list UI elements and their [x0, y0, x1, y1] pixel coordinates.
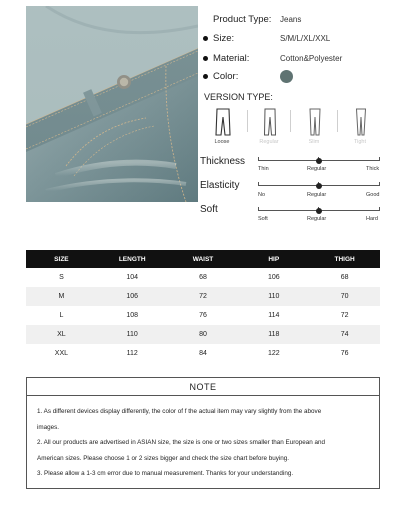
note-line: American sizes. Please choose 1 or 2 sizes bigger and check the size chart before buying. — [37, 454, 290, 462]
note-line: 3. Please allow a 1-3 cm error due to manual measurement. Thanks for your understanding. — [37, 470, 294, 477]
table-cell: 72 — [168, 287, 239, 306]
table-row — [26, 325, 380, 344]
version-regular — [251, 108, 291, 148]
spec-key: Color: — [213, 71, 239, 82]
table-cell: 68 — [199, 274, 207, 281]
scale-thickness-marker — [316, 158, 322, 164]
version-label: Loose — [214, 139, 230, 145]
table-cell: 72 — [340, 312, 349, 319]
scale-thickness-line — [258, 160, 380, 161]
size-table — [26, 250, 380, 363]
scale-label: Regular — [307, 166, 327, 172]
column-header: WAIST — [168, 250, 239, 268]
note-line: 1. As different devices display differently, the color of f the actual item may vary slightly from the above — [37, 408, 322, 415]
scale-label: Thick — [366, 166, 380, 172]
scale-label: Good — [366, 192, 380, 198]
bullet-icon — [203, 74, 208, 79]
table-row — [26, 344, 380, 363]
table-cell: S — [59, 274, 64, 281]
version-slim — [296, 108, 336, 148]
table-cell: 110 — [238, 287, 309, 306]
divider — [337, 110, 338, 132]
scale-soft-line — [258, 210, 380, 211]
scale-label: Regular — [307, 192, 327, 198]
table-cell: 70 — [309, 287, 380, 306]
column-header: HIP — [238, 250, 309, 268]
table-cell: 106 — [267, 274, 280, 281]
version-title: VERSION TYPE: — [204, 92, 273, 102]
table-row — [26, 287, 380, 306]
column-header: SIZE — [26, 250, 97, 268]
scale-elasticity-marker — [316, 183, 322, 189]
scale-label: No — [258, 192, 266, 198]
version-label: Slim — [308, 139, 320, 145]
scale-label: Regular — [307, 216, 327, 222]
table-row — [26, 268, 380, 287]
table-cell: 108 — [126, 312, 139, 319]
spec-value: S/M/L/XL/XXL — [280, 34, 331, 43]
table-cell: XXL — [54, 350, 69, 357]
spec-key: Size: — [213, 33, 235, 44]
version-loose — [204, 108, 244, 148]
spec-key: Material: — [213, 53, 250, 64]
note-box — [26, 377, 380, 489]
scale-soft-name: Soft — [200, 204, 218, 215]
version-tight — [342, 108, 382, 148]
table-cell: M — [26, 287, 97, 306]
table-cell: 106 — [97, 287, 168, 306]
bullet-icon — [203, 56, 208, 61]
table-cell: 76 — [199, 312, 207, 319]
divider — [247, 110, 248, 132]
note-line: images. — [37, 423, 60, 431]
table-cell: 74 — [309, 325, 380, 344]
color-swatch — [280, 70, 293, 83]
table-cell: 68 — [340, 274, 349, 281]
table-cell: 122 — [267, 350, 280, 357]
bullet-icon — [203, 36, 208, 41]
column-header: LENGTH — [97, 250, 168, 268]
table-cell: 114 — [268, 312, 280, 319]
column-header: THIGH — [309, 250, 380, 268]
note-body — [27, 396, 379, 482]
table-cell: 112 — [126, 350, 138, 357]
version-label: Regular — [259, 139, 279, 145]
product-photo — [26, 6, 198, 202]
table-row — [26, 306, 380, 325]
scale-label: Thin — [258, 166, 269, 172]
table-header-row — [26, 250, 380, 268]
scale-label: Hard — [366, 216, 378, 222]
note-title: NOTE — [27, 378, 379, 396]
scale-label: Soft — [258, 216, 268, 222]
spec-value: Jeans — [280, 15, 302, 24]
table-cell: 118 — [238, 325, 309, 344]
table-cell: L — [59, 312, 64, 319]
table-cell: 84 — [199, 350, 207, 357]
spec-key: Product Type: — [213, 14, 272, 25]
table-cell: 76 — [340, 350, 349, 357]
table-cell: 104 — [126, 274, 139, 281]
version-label: Tight — [353, 139, 367, 145]
table-cell: 110 — [97, 325, 168, 344]
table-cell: XL — [26, 325, 97, 344]
table-cell: 80 — [168, 325, 239, 344]
spec-value: Cotton&Polyester — [280, 54, 343, 63]
scale-thickness-name: Thickness — [200, 156, 246, 167]
slim-pants-icon — [307, 108, 323, 136]
regular-pants-icon — [262, 108, 278, 136]
scale-elasticity-name: Elasticity — [200, 180, 240, 191]
scale-elasticity-line — [258, 185, 380, 186]
divider — [290, 110, 291, 132]
scale-soft-marker — [316, 208, 322, 214]
loose-pants-icon — [215, 108, 231, 136]
tight-pants-icon — [353, 108, 369, 136]
note-line: 2. All our products are advertised in ASIAN size, the size is one or two sizes smaller than European and — [37, 439, 326, 446]
